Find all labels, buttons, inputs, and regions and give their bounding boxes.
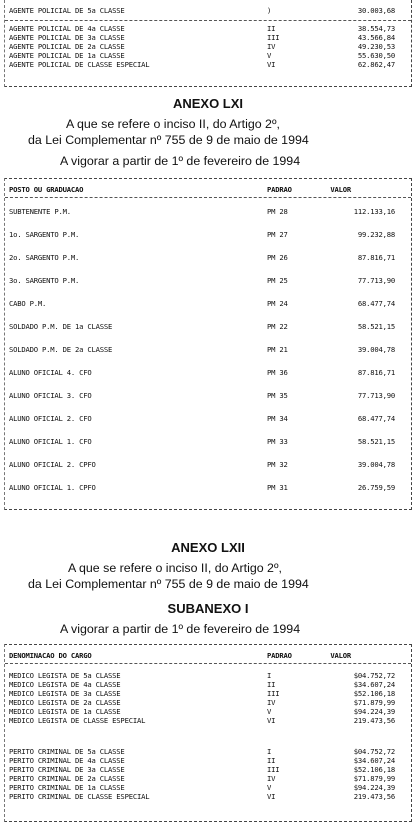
table-row: AGENTE POLICIAL DE 3a CLASSE III 43.566,84 [9,33,395,42]
anexo-lxii-law: da Lei Complementar nº 755 de 9 de maio de 1994 [28,577,309,591]
table-row: AGENTE POLICIAL DE 5a CLASSE ) 30.003,68 [9,6,395,15]
table-row: 3o. SARGENTO P.M. PM 25 77.713,90 [9,276,395,285]
divider [5,197,411,198]
table-row: SOLDADO P.M. DE 1a CLASSE PM 22 58.521,15 [9,322,395,331]
anexo-lxi-law: da Lei Complementar nº 755 de 9 de maio de 1994 [28,133,309,147]
table-row: AGENTE POLICIAL DE CLASSE ESPECIAL VI 62.862,47 [9,60,395,69]
divider [5,663,411,664]
table-row: 2o. SARGENTO P.M. PM 26 87.816,71 [9,253,395,262]
table-row: MEDICO LEGISTA DE 2a CLASSE IV $71.879,99 [9,698,395,707]
table-row: AGENTE POLICIAL DE 2a CLASSE IV 49.230,53 [9,42,395,51]
table-row: AGENTE POLICIAL DE 4a CLASSE II 38.554,73 [9,24,395,33]
table-row: PERITO CRIMINAL DE 4a CLASSE II $34.607,24 [9,756,395,765]
table-row: MEDICO LEGISTA DE 3a CLASSE III $52.106,18 [9,689,395,698]
table-row: ALUNO OFICIAL 4. CFO PM 36 87.816,71 [9,368,395,377]
table-row: ALUNO OFICIAL 2. CFO PM 34 68.477,74 [9,414,395,423]
anexo-lxi-reference: A que se refere o inciso II, do Artigo 2º, [66,117,280,131]
table-row: ALUNO OFICIAL 3. CFO PM 35 77.713,90 [9,391,395,400]
table-row: ALUNO OFICIAL 1. CFO PM 33 58.521,15 [9,437,395,446]
table-row: CABO P.M. PM 24 68.477,74 [9,299,395,308]
anexo-lxii-effective-date: A vigorar a partir de 1º de fevereiro de 1994 [60,622,301,636]
table-row: MEDICO LEGISTA DE 4a CLASSE II $34.607,24 [9,680,395,689]
table-row: ALUNO OFICIAL 2. CPFO PM 32 39.004,78 [9,460,395,469]
table-row: PERITO CRIMINAL DE 5a CLASSE I $04.752,72 [9,747,395,756]
table-row: AGENTE POLICIAL DE 1a CLASSE V 55.630,50 [9,51,395,60]
table-row: MEDICO LEGISTA DE CLASSE ESPECIAL VI 219.473,56 [9,716,395,725]
anexo-lxii-reference: A que se refere o inciso II, do Artigo 2º, [68,561,282,575]
anexo-lxi-effective-date: A vigorar a partir de 1º de fevereiro de 1994 [60,154,301,168]
table-row: 1o. SARGENTO P.M. PM 27 99.232,88 [9,230,395,239]
anexo-lxi-table [4,178,412,510]
table-row: ALUNO OFICIAL 1. CPFO PM 31 26.759,59 [9,483,395,492]
table-row: PERITO CRIMINAL DE CLASSE ESPECIAL VI 219.473,56 [9,792,395,801]
subanexo-title: SUBANEXO I [167,601,249,616]
table-row: PERITO CRIMINAL DE 3a CLASSE III $52.106,18 [9,765,395,774]
table-row: SUBTENENTE P.M. PM 28 112.133,16 [9,207,395,216]
table-row: MEDICO LEGISTA DE 5a CLASSE I $04.752,72 [9,671,395,680]
table-header: DENOMINACAO DO CARGO PADRAO VALOR [9,651,351,660]
table-row: SOLDADO P.M. DE 2a CLASSE PM 21 39.004,78 [9,345,395,354]
table-row: PERITO CRIMINAL DE 1a CLASSE V $94.224,39 [9,783,395,792]
table-row: MEDICO LEGISTA DE 1a CLASSE V $94.224,39 [9,707,395,716]
table-row: PERITO CRIMINAL DE 2a CLASSE IV $71.879,99 [9,774,395,783]
divider [5,20,411,21]
table-header: POSTO OU GRADUACAO PADRAO VALOR [9,185,351,194]
top-salary-table [4,0,412,87]
anexo-lxii-title: ANEXO LXII [171,540,245,555]
anexo-lxi-title: ANEXO LXI [172,96,244,111]
anexo-lxii-table [4,644,412,822]
